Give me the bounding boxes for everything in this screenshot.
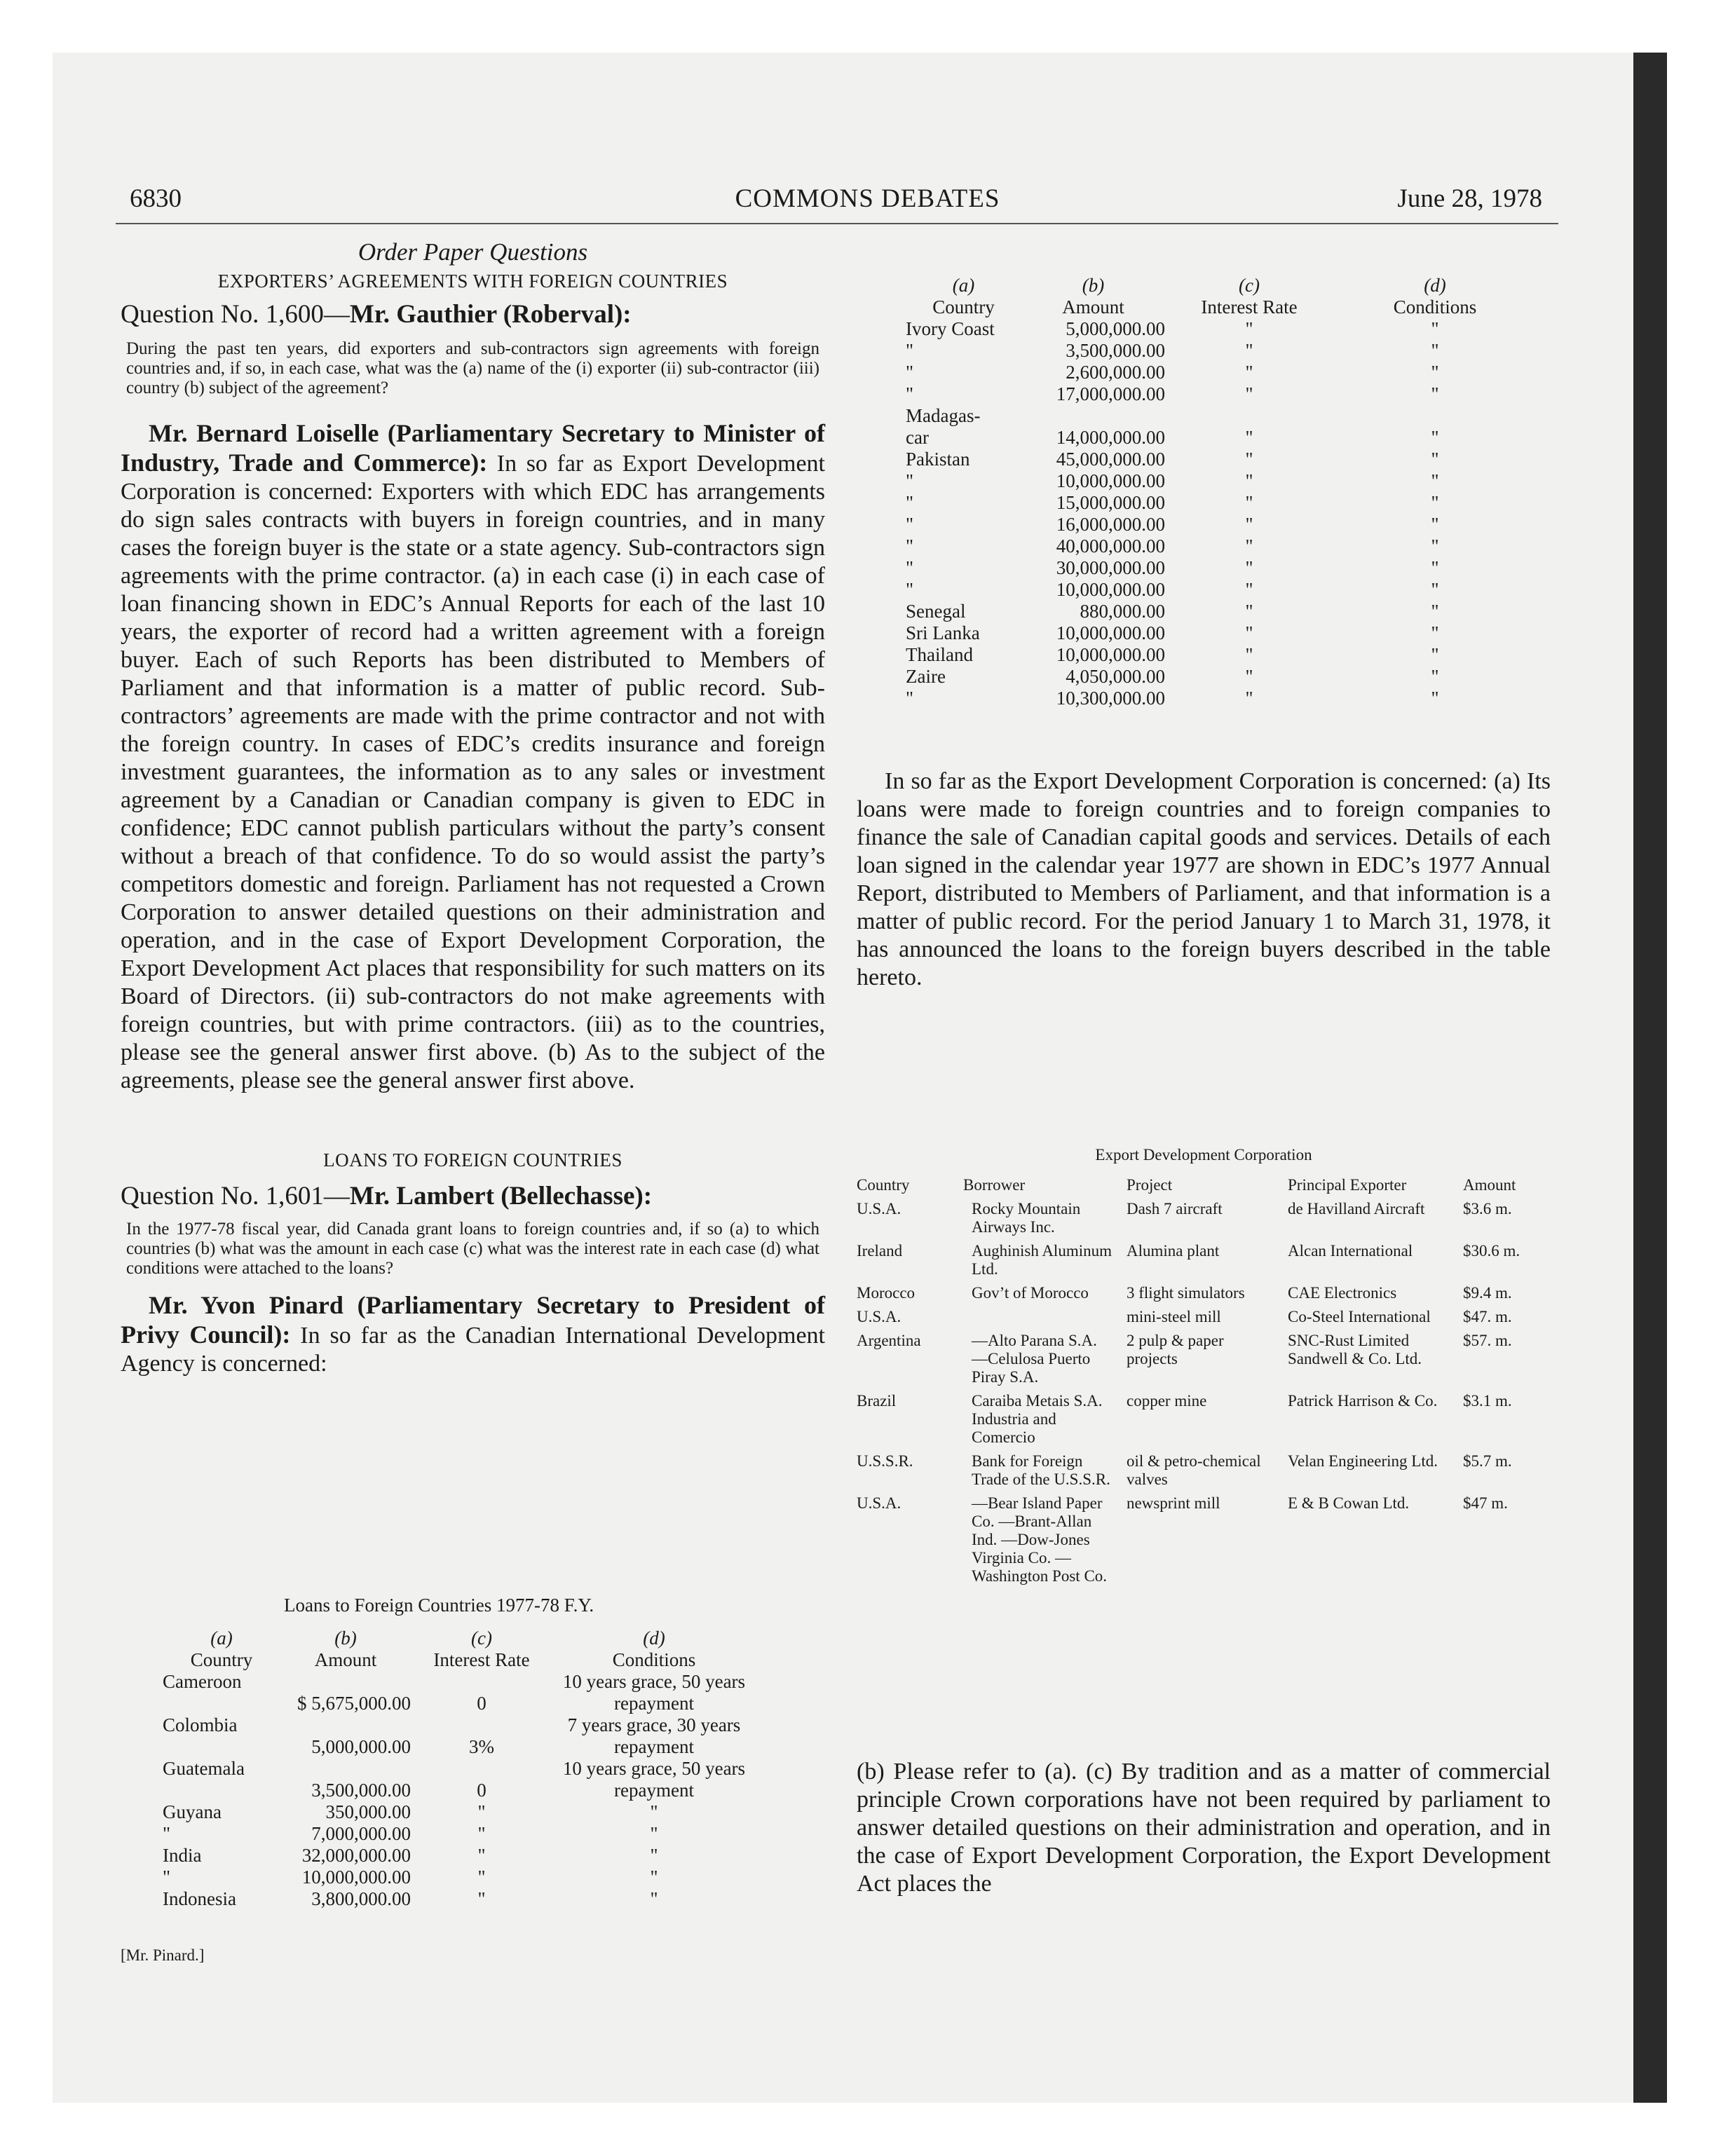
loan-rate: " xyxy=(1245,340,1253,361)
loan-conditions: 10 years grace, 50 years xyxy=(562,1758,746,1779)
loan-conditions: " xyxy=(1431,383,1439,404)
table-row xyxy=(857,1242,1551,1284)
table-row xyxy=(906,666,1537,688)
loan-rate: " xyxy=(1245,644,1253,665)
loan-amount: 10,000,000.00 xyxy=(1056,622,1165,643)
loan-amount: 880,000.00 xyxy=(1080,601,1165,622)
loan-rate: " xyxy=(1245,318,1253,339)
table-row xyxy=(906,492,1537,514)
section-heading-loans: LOANS TO FOREIGN COUNTRIES xyxy=(323,1149,622,1171)
loan-amount: 10,000,000.00 xyxy=(1056,470,1165,491)
table-row xyxy=(163,1845,756,1867)
edc-country: U.S.A. xyxy=(857,1494,901,1512)
table-row xyxy=(906,622,1537,644)
loan-rate: " xyxy=(1245,427,1253,448)
loan-conditions: " xyxy=(1431,514,1439,535)
loan-rate: " xyxy=(1245,535,1253,557)
edc-project: oil & petro-chemical valves xyxy=(1127,1452,1261,1488)
loan-rate: " xyxy=(1245,601,1253,622)
table-row xyxy=(906,470,1537,492)
loan-country: Senegal xyxy=(906,601,966,622)
loan-rate: " xyxy=(1245,622,1253,643)
loan-country: Guyana xyxy=(163,1801,222,1822)
edc-borrower xyxy=(955,1308,1127,1332)
edc-country: Brazil xyxy=(857,1392,897,1410)
loan-rate: " xyxy=(1245,362,1253,383)
edc-country: Argentina xyxy=(857,1332,921,1349)
col-letter-b: (b) xyxy=(1082,275,1105,296)
loan-country: Cameroon xyxy=(163,1671,242,1692)
loan-country: " xyxy=(906,535,914,557)
loans-table-right xyxy=(906,275,1537,709)
loan-country: " xyxy=(163,1867,171,1888)
loan-country: Pakistan xyxy=(906,449,970,470)
loan-rate: " xyxy=(1245,557,1253,578)
table-row xyxy=(163,1823,756,1845)
loan-conditions xyxy=(1333,405,1537,427)
table-row xyxy=(857,1392,1551,1452)
table-row xyxy=(163,1671,756,1693)
edc-loans-table xyxy=(857,1176,1551,1591)
loan-amount: $ 5,675,000.00 xyxy=(297,1693,411,1714)
edc-country: U.S.A. xyxy=(857,1308,901,1325)
loan-amount: 2,600,000.00 xyxy=(1066,362,1165,383)
loan-country xyxy=(163,1780,280,1801)
loan-country: Zaire xyxy=(906,666,946,687)
loan-conditions: " xyxy=(1431,579,1439,600)
table-row xyxy=(906,579,1537,601)
edc-col-country: Country xyxy=(857,1176,910,1194)
edc-exporter: Alcan International xyxy=(1288,1242,1413,1260)
page-number: 6830 xyxy=(130,184,182,213)
loan-rate: " xyxy=(477,1801,486,1822)
edc-exporter: Co-Steel International xyxy=(1288,1308,1431,1325)
table-row xyxy=(906,535,1537,557)
table-row xyxy=(163,1867,756,1888)
loan-rate: " xyxy=(477,1888,486,1909)
loan-conditions: " xyxy=(1431,622,1439,643)
edc-exporter: Patrick Harrison & Co. xyxy=(1288,1392,1438,1410)
edc-exporter: CAE Electronics xyxy=(1288,1284,1397,1302)
edc-amount: $5.7 m. xyxy=(1463,1452,1512,1470)
edc-amount: $30.6 m. xyxy=(1463,1242,1520,1260)
table-row xyxy=(906,318,1537,340)
edc-amount: $47. m. xyxy=(1463,1308,1512,1325)
edc-project: copper mine xyxy=(1127,1392,1207,1410)
loan-conditions: " xyxy=(1431,362,1439,383)
loan-conditions: repayment xyxy=(614,1693,694,1714)
table-row xyxy=(163,1801,756,1823)
col-header-conditions: Conditions xyxy=(612,1649,696,1670)
loan-amount: 15,000,000.00 xyxy=(1056,492,1165,513)
edc-project: Alumina plant xyxy=(1127,1242,1220,1260)
table-row xyxy=(163,1758,756,1780)
speaker-loiselle: Mr. Bernard Loiselle (Parliamentary Secretary to Minister of Industry, Trade and Commerce): xyxy=(121,419,825,477)
edc-amount: $3.1 m. xyxy=(1463,1392,1512,1410)
loan-conditions: " xyxy=(1431,535,1439,557)
loan-amount: 17,000,000.00 xyxy=(1056,383,1165,404)
loan-country: " xyxy=(906,514,914,535)
table-row xyxy=(857,1200,1551,1242)
loan-rate: 3% xyxy=(469,1736,494,1757)
edc-col-project: Project xyxy=(1127,1176,1173,1194)
loan-country: Thailand xyxy=(906,644,973,665)
edc-table-title: Export Development Corporation xyxy=(1095,1146,1312,1164)
edc-exporter: E & B Cowan Ltd. xyxy=(1288,1494,1410,1512)
edc-exporter: Velan Engineering Ltd. xyxy=(1288,1452,1438,1470)
question-1600: Question No. 1,600—Mr. Gauthier (Roberval): xyxy=(121,300,632,329)
loan-rate: " xyxy=(477,1845,486,1866)
table-row xyxy=(857,1452,1551,1494)
loan-country: " xyxy=(163,1823,171,1844)
loan-amount: 10,300,000.00 xyxy=(1056,688,1165,709)
loan-conditions: 7 years grace, 30 years xyxy=(567,1714,741,1735)
loan-amount: 16,000,000.00 xyxy=(1056,514,1165,535)
loan-country: Ivory Coast xyxy=(906,318,995,339)
table-row xyxy=(906,601,1537,622)
loan-conditions: " xyxy=(1431,427,1439,448)
loan-conditions: " xyxy=(1431,601,1439,622)
edc-country: U.S.S.R. xyxy=(857,1452,913,1470)
edc-borrower: Bank for Foreign Trade of the U.S.S.R. xyxy=(972,1452,1110,1488)
loan-country: " xyxy=(906,579,914,600)
col-letter-a: (a) xyxy=(952,275,975,296)
loan-rate: " xyxy=(1245,383,1253,404)
loan-conditions: " xyxy=(650,1823,658,1844)
col-letter-b: (b) xyxy=(334,1628,357,1649)
col-header-amount: Amount xyxy=(1062,296,1124,318)
loan-country: Guatemala xyxy=(163,1758,245,1779)
edc-amount: $3.6 m. xyxy=(1463,1200,1512,1217)
loan-conditions: " xyxy=(1431,340,1439,361)
edc-project: mini-steel mill xyxy=(1127,1308,1221,1325)
loan-rate xyxy=(411,1671,552,1693)
loan-amount: 5,000,000.00 xyxy=(311,1736,411,1757)
loan-country: car xyxy=(906,427,929,448)
loan-conditions: repayment xyxy=(614,1780,694,1801)
edc-col-amount: Amount xyxy=(1463,1176,1516,1194)
table-row xyxy=(163,1693,756,1714)
edc-col-exporter: Principal Exporter xyxy=(1288,1176,1407,1194)
loan-country: " xyxy=(906,557,914,578)
col-header-country: Country xyxy=(190,1649,253,1670)
col-letter-d: (d) xyxy=(1424,275,1446,296)
col-header-conditions: Conditions xyxy=(1393,296,1477,318)
loan-conditions: " xyxy=(650,1801,658,1822)
scan-edge xyxy=(1633,53,1667,2103)
loan-amount: 45,000,000.00 xyxy=(1056,449,1165,470)
loan-country: Colombia xyxy=(163,1714,238,1735)
loan-rate xyxy=(411,1758,552,1780)
loan-conditions: " xyxy=(1431,470,1439,491)
loan-conditions: " xyxy=(1431,492,1439,513)
loan-country: India xyxy=(163,1845,202,1866)
member-gauthier: Mr. Gauthier (Roberval): xyxy=(349,300,632,329)
running-title: COMMONS DEBATES xyxy=(735,184,1000,213)
col-letter-c: (c) xyxy=(1239,275,1260,296)
loan-amount: 30,000,000.00 xyxy=(1056,557,1165,578)
table-row xyxy=(163,1888,756,1910)
loan-country: " xyxy=(906,340,914,361)
col-letter-a: (a) xyxy=(210,1628,233,1649)
header-rule xyxy=(116,223,1558,224)
loan-country: Sri Lanka xyxy=(906,622,980,643)
loan-rate: " xyxy=(1245,514,1253,535)
edc-borrower: Rocky Mountain Airways Inc. xyxy=(972,1200,1081,1236)
table-row xyxy=(906,362,1537,383)
col-letter-d: (d) xyxy=(643,1628,665,1649)
answer-loiselle: Mr. Bernard Loiselle (Parliamentary Secretary to Minister of Industry, Trade and Commerce): In so far as Export Development Corporation is concerned: Exporters with which EDC has arrangements do sign sales contracts with buyers in foreign countries, and in many cases the foreign buyer is the state or a state agency. Sub-contractors sign agreements with the prime contractor. (a) in each case (i) in each case of loan financing shown in EDC’s Annual Reports for each of the last 10 years, the exporter of record had a written agreement with a foreign buyer. Each of such Reports has been distributed to Members of Parliament and that information is a matter of public record. Sub-contractors’ agreements are made with the prime contractor and not with the foreign country. In cases of EDC’s credits insurance and foreign investment guarantees, the information as to any sales or investment agreement by a Canadian or Canadian company is given to EDC in confidence; EDC cannot publish particulars without the party’s consent without a breach of that confidence. To do so would assist the party’s competitors domestic and foreign. Parliament has not requested a Crown Corporation to answer detailed questions on their administration and operation, and in the case of Export Development Corporation, the Export Development Act places that responsibility for such matters on its Board of Directors. (ii) sub-contractors do not make agreements with foreign countries, but with prime contractors. (iii) as to the countries, please see the general answer first above. (b) As to the subject of the agreements, please see the general answer first above. xyxy=(121,419,825,1093)
col-header-amount: Amount xyxy=(314,1649,377,1670)
edc-exporter: SNC-Rust Limited Sandwell & Co. Ltd. xyxy=(1288,1332,1422,1367)
edc-country: U.S.A. xyxy=(857,1200,901,1217)
loan-rate: " xyxy=(1245,579,1253,600)
edc-project: Dash 7 aircraft xyxy=(1127,1200,1223,1217)
edc-amount: $9.4 m. xyxy=(1463,1284,1512,1302)
loan-rate xyxy=(411,1714,552,1736)
page-date: June 28, 1978 xyxy=(1397,184,1542,213)
loans-table-title: Loans to Foreign Countries 1977-78 F.Y. xyxy=(284,1595,594,1616)
table-row xyxy=(906,514,1537,535)
left-column xyxy=(121,238,825,1378)
loan-amount: 350,000.00 xyxy=(325,1801,411,1822)
loan-conditions: " xyxy=(1431,449,1439,470)
table-row xyxy=(857,1494,1551,1591)
section-heading-exporters: EXPORTERS’ AGREEMENTS WITH FOREIGN COUNTRIES xyxy=(217,271,728,292)
table-row xyxy=(857,1332,1551,1392)
loan-amount: 32,000,000.00 xyxy=(301,1845,411,1866)
edc-borrower: —Bear Island Paper Co. —Brant-Allan Ind. —Dow-Jones Virginia Co. —Washington Post Co. xyxy=(972,1494,1108,1585)
table-row xyxy=(906,688,1537,709)
col-letter-c: (c) xyxy=(471,1628,492,1649)
col-header-rate: Interest Rate xyxy=(433,1649,530,1670)
edc-amount: $57. m. xyxy=(1463,1332,1512,1349)
col-header-rate: Interest Rate xyxy=(1201,296,1298,318)
loan-rate: 0 xyxy=(477,1780,487,1801)
edc-project: 3 flight simulators xyxy=(1127,1284,1245,1302)
edc-borrower: Aughinish Aluminum Ltd. xyxy=(972,1242,1112,1278)
loan-conditions: " xyxy=(1431,318,1439,339)
loan-amount xyxy=(1021,405,1165,427)
loan-country: " xyxy=(906,362,914,383)
speaker-note: [Mr. Pinard.] xyxy=(121,1946,205,1964)
edc-borrower: Caraiba Metais S.A. Industria and Comercio xyxy=(972,1392,1103,1446)
table-row xyxy=(906,427,1537,449)
loan-rate: " xyxy=(1245,666,1253,687)
loan-conditions: repayment xyxy=(614,1736,694,1757)
loan-amount xyxy=(280,1714,411,1736)
speaker-pinard: Mr. Yvon Pinard (Parliamentary Secretary to President of Privy Council): xyxy=(121,1291,825,1349)
loan-rate: " xyxy=(1245,470,1253,491)
loan-amount: 40,000,000.00 xyxy=(1056,535,1165,557)
loan-amount: 3,800,000.00 xyxy=(311,1888,411,1909)
loan-amount: 10,000,000.00 xyxy=(301,1867,411,1888)
loan-amount: 4,050,000.00 xyxy=(1066,666,1165,687)
loan-country: " xyxy=(906,383,914,404)
edc-country: Morocco xyxy=(857,1284,916,1302)
table-row xyxy=(906,405,1537,427)
loan-conditions: 10 years grace, 50 years xyxy=(562,1671,746,1692)
loan-conditions: " xyxy=(1431,557,1439,578)
loan-amount xyxy=(280,1758,411,1780)
loan-rate: " xyxy=(1245,449,1253,470)
loan-rate xyxy=(1165,405,1333,427)
edc-borrower: —Alto Parana S.A. —Celulosa Puerto Piray S.A. xyxy=(972,1332,1097,1386)
loan-country: Madagas- xyxy=(906,405,981,426)
loan-rate: " xyxy=(1245,688,1253,709)
loan-amount: 10,000,000.00 xyxy=(1056,579,1165,600)
loan-rate: " xyxy=(1245,492,1253,513)
table-row xyxy=(906,383,1537,405)
loan-conditions: " xyxy=(1431,644,1439,665)
loan-conditions: " xyxy=(650,1845,658,1866)
loan-rate: " xyxy=(477,1823,486,1844)
loan-country xyxy=(163,1693,280,1714)
answer-pinard: Mr. Yvon Pinard (Parliamentary Secretary to President of Privy Council): In so far as the Canadian International Development Agency is concerned: xyxy=(121,1291,825,1377)
loan-country: Indonesia xyxy=(163,1888,236,1909)
table-row xyxy=(906,449,1537,470)
edc-amount: $47 m. xyxy=(1463,1494,1508,1512)
table-row xyxy=(857,1308,1551,1332)
table-row xyxy=(163,1780,756,1801)
table-row xyxy=(163,1736,756,1758)
question-1601: Question No. 1,601—Mr. Lambert (Bellechasse): xyxy=(121,1182,653,1210)
order-paper-title: Order Paper Questions xyxy=(358,238,588,266)
edc-project: newsprint mill xyxy=(1127,1494,1220,1512)
loan-rate: 0 xyxy=(477,1693,487,1714)
edc-country: Ireland xyxy=(857,1242,903,1260)
loan-amount xyxy=(280,1671,411,1693)
loan-amount: 7,000,000.00 xyxy=(311,1823,411,1844)
loan-amount: 5,000,000.00 xyxy=(1066,318,1165,339)
loan-country xyxy=(163,1736,280,1758)
question-1601-text: In the 1977-78 fiscal year, did Canada grant loans to foreign countries and, if so (a) to which countries (b) what was the amount in each case (c) what was the interest rate in each case (d) what conditions were attached to the loans? xyxy=(126,1220,819,1278)
loan-amount: 3,500,000.00 xyxy=(311,1780,411,1801)
loan-country: " xyxy=(906,492,914,513)
loan-country: " xyxy=(906,470,914,491)
loan-amount: 10,000,000.00 xyxy=(1056,644,1165,665)
loan-conditions: " xyxy=(650,1867,658,1888)
edc-col-borrower: Borrower xyxy=(963,1176,1026,1194)
loan-conditions: " xyxy=(650,1888,658,1909)
table-row xyxy=(906,644,1537,666)
closing-answer-text: (b) Please refer to (a). (c) By tradition and as a matter of commercial principle Crown corporations have not been required by parliament to answer detailed questions on their administration and operation, and in the case of Export Development Corporation, the Export Development Act places the xyxy=(857,1759,1551,1897)
loans-table-left xyxy=(163,1628,756,1910)
edc-project: 2 pulp & paper projects xyxy=(1127,1332,1224,1367)
loan-amount: 14,000,000.00 xyxy=(1056,427,1165,448)
edc-exporter: de Havilland Aircraft xyxy=(1288,1200,1425,1217)
question-1600-text: During the past ten years, did exporters and sub-contractors sign agreements with foreign countries and, if so, in each case, what was the (a) name of the (i) exporter (ii) sub-contractor (iii) country (b) subject of the agreement? xyxy=(126,339,819,397)
table-row xyxy=(163,1714,756,1736)
loan-rate: " xyxy=(477,1867,486,1888)
loan-amount: 3,500,000.00 xyxy=(1066,340,1165,361)
col-header-country: Country xyxy=(932,296,995,318)
table-row xyxy=(857,1284,1551,1308)
edc-answer-text: In so far as the Export Development Corporation is concerned: (a) Its loans were made to foreign countries and to foreign companies to finance the sale of Canadian capital goods and services. Details of each loan signed in the calendar year 1977 are shown in EDC’s 1977 Annual Report, distributed to Members of Parliament, and that information is a matter of public record. For the period January 1 to March 31, 1978, it has announced the loans to the foreign buyers described in the table hereto. xyxy=(857,768,1551,990)
edc-borrower: Gov’t of Morocco xyxy=(972,1284,1089,1302)
loan-conditions: " xyxy=(1431,688,1439,709)
loan-country: " xyxy=(906,688,914,709)
table-row xyxy=(906,557,1537,579)
member-lambert: Mr. Lambert (Bellechasse): xyxy=(349,1182,653,1210)
table-row xyxy=(906,340,1537,362)
loan-conditions: " xyxy=(1431,666,1439,687)
